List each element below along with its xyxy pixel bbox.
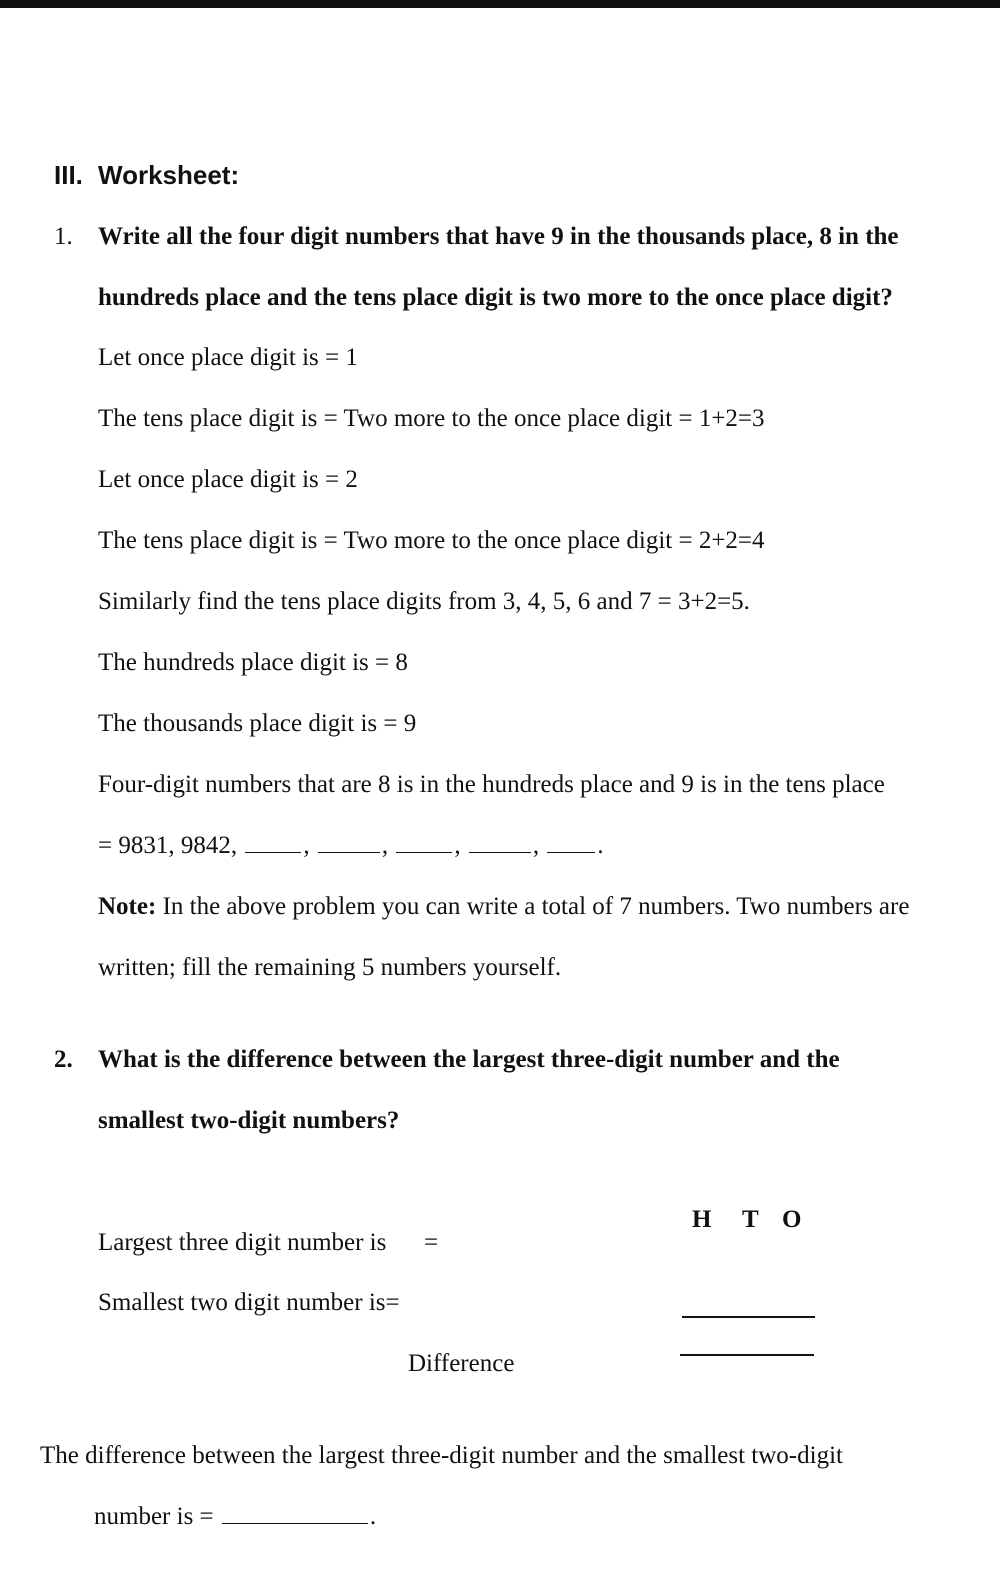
- q1-answer-blank[interactable]: [396, 834, 452, 853]
- smallest-number-label: Smallest two digit number is=: [98, 1289, 400, 1316]
- period: .: [369, 1503, 377, 1530]
- note-label: Note:: [98, 893, 157, 920]
- separator: ,: [381, 832, 389, 859]
- conclusion-text: number is =: [94, 1503, 214, 1530]
- conclusion-line2: [94, 1503, 376, 1531]
- difference-line: [680, 1354, 814, 1356]
- difference-label: Difference: [408, 1350, 515, 1377]
- q1-question-line2: hundreds place and the tens place digit is two more to the once place digit?: [98, 284, 893, 311]
- conclusion-line1: The difference between the largest three-digit number and the smallest two-digit: [40, 1442, 843, 1469]
- largest-number-label: Largest three digit number is: [98, 1229, 387, 1256]
- q1-answer-blank[interactable]: [469, 834, 531, 853]
- q1-step: The hundreds place digit is = 8: [98, 649, 408, 676]
- place-header-ones: O: [782, 1206, 802, 1233]
- largest-number-equals: =: [424, 1229, 439, 1256]
- period: .: [597, 832, 604, 859]
- place-header-tens: T: [742, 1206, 759, 1233]
- place-header-hundreds: H: [692, 1206, 712, 1233]
- q1-number: 1.: [54, 223, 73, 250]
- subtraction-line: [682, 1316, 815, 1318]
- separator: ,: [532, 832, 540, 859]
- q1-answer-blank[interactable]: [245, 834, 301, 853]
- q1-step: Let once place digit is = 2: [98, 466, 358, 493]
- section-title: Worksheet:: [98, 160, 240, 190]
- q1-note-line1: [98, 893, 909, 921]
- q1-step: The tens place digit is = Two more to the once place digit = 2+2=4: [98, 527, 765, 554]
- q1-step: Let once place digit is = 1: [98, 344, 358, 371]
- q1-answer-line: [98, 832, 604, 860]
- separator: ,: [303, 832, 310, 859]
- separator: ,: [454, 832, 461, 859]
- q1-answer-blank[interactable]: [547, 834, 595, 853]
- q2-number: 2.: [54, 1046, 73, 1073]
- section-numeral: III.: [54, 160, 83, 190]
- q1-step: The thousands place digit is = 9: [98, 710, 417, 737]
- conclusion-answer-blank[interactable]: [222, 1505, 368, 1524]
- top-border: [0, 0, 1000, 8]
- note-text: In the above problem you can write a total of 7 numbers. Two numbers are: [156, 893, 910, 920]
- q1-note-line2: written; fill the remaining 5 numbers yourself.: [98, 954, 562, 981]
- q1-step: Similarly find the tens place digits from 3, 4, 5, 6 and 7 = 3+2=5.: [98, 588, 750, 615]
- q1-answer-blank[interactable]: [318, 834, 380, 853]
- q1-step: Four-digit numbers that are 8 is in the hundreds place and 9 is in the tens place: [98, 771, 885, 798]
- q2-question-line1: What is the difference between the largest three-digit number and the: [98, 1046, 840, 1073]
- q1-question-line1: Write all the four digit numbers that have 9 in the thousands place, 8 in the: [98, 223, 899, 250]
- q1-answer-prefix: = 9831, 9842,: [98, 832, 238, 859]
- q1-step: The tens place digit is = Two more to the once place digit = 1+2=3: [98, 405, 765, 432]
- q2-question-line2: smallest two-digit numbers?: [98, 1107, 400, 1134]
